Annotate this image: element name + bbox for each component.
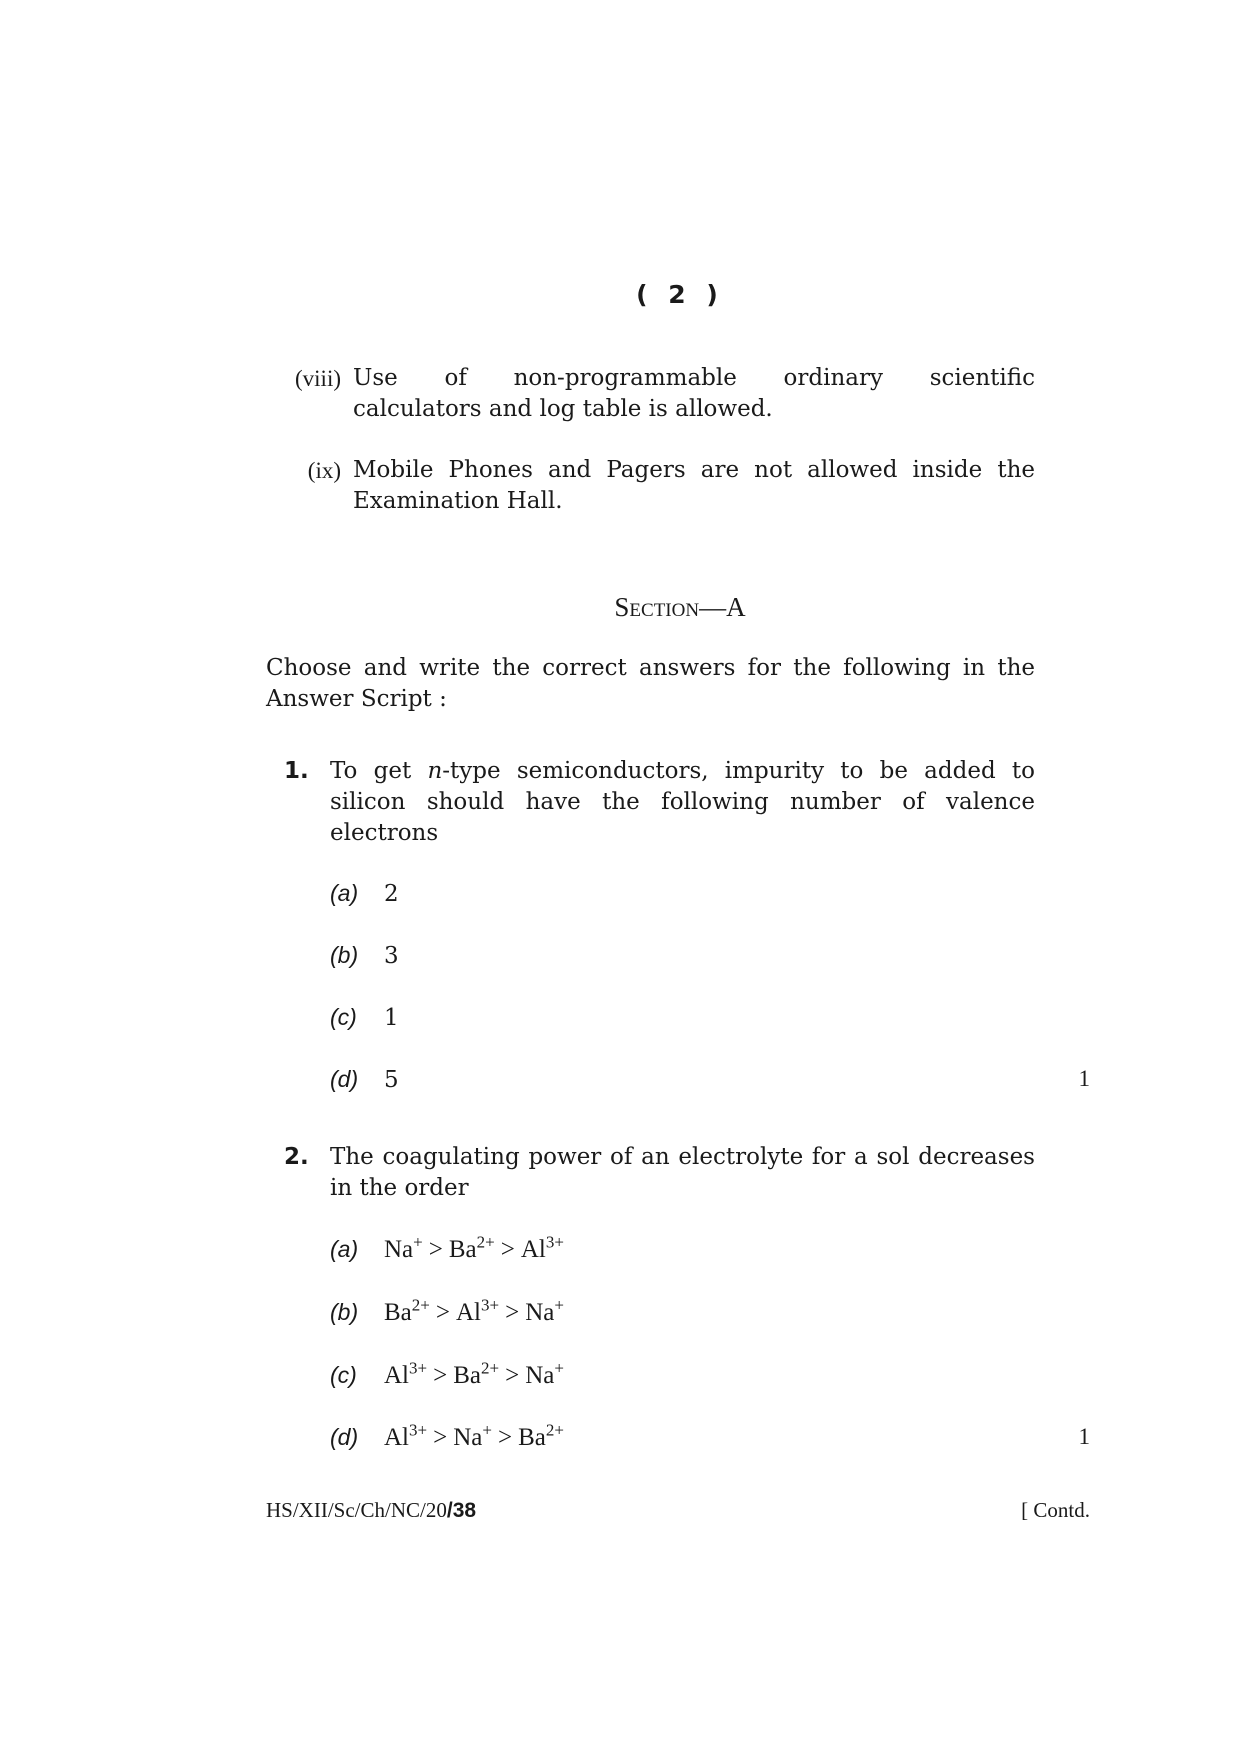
instruction-text-line: Mobile Phones and Pagers are not allowed inside the bbox=[353, 457, 1035, 483]
option-label: (c) bbox=[330, 1362, 357, 1389]
question-text: To get n-type semiconductors, impurity to be added to silicon should have the following number of valence electrons bbox=[330, 758, 1035, 846]
option-label: (a) bbox=[330, 880, 359, 906]
option bbox=[330, 1004, 399, 1031]
instruction-marker: (ix) bbox=[307, 458, 341, 483]
ion-order-expression: $Al^{3+} > Ba^{2+} > Na^+$ bbox=[384, 1359, 564, 1390]
option-label: (c) bbox=[330, 1004, 357, 1030]
option-label: (d) bbox=[330, 1424, 359, 1451]
question-1 bbox=[266, 756, 1035, 849]
continued-label: [ Contd. bbox=[1021, 1498, 1090, 1522]
instruction-item bbox=[285, 363, 1035, 425]
ion-order-expression: $Al^{3+} > Na^+ > Ba^{2+}$ bbox=[384, 1421, 564, 1452]
option-value: 1 bbox=[384, 1005, 399, 1031]
option bbox=[330, 1233, 564, 1264]
question-2 bbox=[266, 1142, 1035, 1204]
section-title: Section—A bbox=[614, 592, 746, 622]
option bbox=[330, 880, 399, 907]
page-number: ( 2 ) bbox=[636, 280, 724, 309]
option bbox=[330, 1296, 564, 1327]
section-instructions: Choose and write the correct answers for the following in the Answer Script : bbox=[266, 655, 1035, 712]
option-label: (b) bbox=[330, 942, 359, 968]
instruction-text-line: calculators and log table is allowed. bbox=[353, 396, 773, 422]
option-value: 5 bbox=[384, 1067, 399, 1093]
question-marks: 1 bbox=[1078, 1424, 1090, 1449]
option-value: 2 bbox=[384, 881, 399, 907]
option bbox=[330, 942, 399, 969]
option-label: (b) bbox=[330, 1299, 359, 1326]
option bbox=[330, 1066, 399, 1093]
instruction-text-line: Use of non-programmable ordinary scientific bbox=[353, 365, 1035, 391]
option-label: (d) bbox=[330, 1066, 359, 1092]
option bbox=[330, 1421, 564, 1452]
instruction-text-line: Examination Hall. bbox=[353, 488, 563, 514]
ion-order-expression: $Ba^{2+} > Al^{3+} > Na^+$ bbox=[384, 1296, 564, 1327]
question-number: 1. bbox=[284, 758, 309, 784]
question-text: The coagulating power of an electrolyte for a sol decreases in the order bbox=[330, 1144, 1035, 1201]
ion-order-expression: $Na^+ > Ba^{2+} > Al^{3+}$ bbox=[384, 1233, 564, 1264]
instruction-marker: (viii) bbox=[295, 366, 341, 391]
option-value: 3 bbox=[384, 943, 399, 969]
instruction-item bbox=[285, 455, 1035, 517]
question-marks: 1 bbox=[1078, 1066, 1090, 1091]
paper-code: HS/XII/Sc/Ch/NC/20/38 bbox=[266, 1498, 477, 1522]
option-label: (a) bbox=[330, 1236, 359, 1263]
question-number: 2. bbox=[284, 1144, 309, 1170]
option bbox=[330, 1359, 564, 1390]
